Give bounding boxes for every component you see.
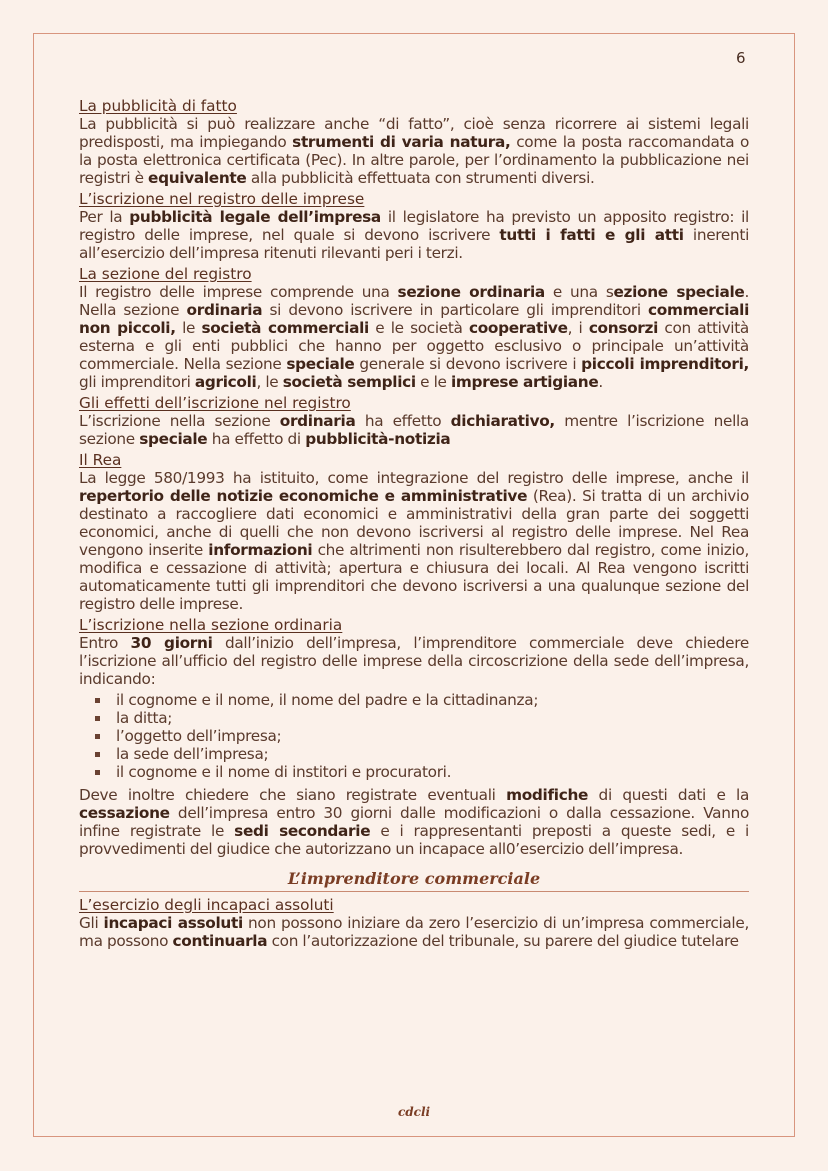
section-paragraph: L’iscrizione nella sezione ordinaria ha effetto dichiarativo, mentre l’iscrizione nella sezione speciale ha effetto di pubblicità-notizia	[79, 412, 749, 448]
chapter-title: L’imprenditore commerciale	[287, 869, 541, 888]
emphasis-text: ezione speciale	[613, 283, 745, 301]
emphasis-text: speciale	[286, 355, 355, 373]
list-item: il cognome e il nome, il nome del padre e la cittadinanza;	[95, 691, 749, 709]
section-block	[79, 190, 749, 262]
section-paragraph: Entro 30 giorni dall’inizio dell’impresa, l’imprenditore commerciale deve chiedere l’iscrizione all’ufficio del registro delle imprese della circoscrizione della sede dell’impresa, indicando:	[79, 634, 749, 688]
emphasis-text: società semplici	[282, 373, 416, 391]
section-heading: L’esercizio degli incapaci assoluti	[79, 896, 334, 914]
sections-group	[79, 97, 749, 613]
emphasis-text: tutti i fatti e gli atti	[499, 226, 684, 244]
emphasis-text: 30 giorni	[130, 634, 213, 652]
emphasis-text: repertorio delle notizie economiche e amministrative	[79, 487, 528, 505]
page-number: 6	[736, 49, 746, 67]
list-item: il cognome e il nome di institori e procuratori.	[95, 763, 749, 781]
emphasis-text: strumenti di varia natura,	[292, 133, 511, 151]
section-iscrizione-ordinaria	[79, 616, 749, 858]
list-item: l’oggetto dell’impresa;	[95, 727, 749, 745]
section-incapaci-assoluti	[79, 896, 749, 950]
emphasis-text: pubblicità-notizia	[305, 430, 451, 448]
section-paragraph: La legge 580/1993 ha istituito, come integrazione del registro delle imprese, anche il repertorio delle notizie economiche e amministrative (Rea). Si tratta di un archivio destinato a raccogliere dati economici e amministrativi della gran parte dei soggetti economici, anche di quelli che non devono iscriversi al registro delle imprese. Nel Rea vengono inserite informazioni che altrimenti non risulterebbero dal registro, come inizio, modifica e cessazione di attività; apertura e chiusura dei locali. Al Rea vengono iscritti automaticamente tutti gli imprenditori che devono iscriversi a una qualunque sezione del registro delle imprese.	[79, 469, 749, 613]
emphasis-text: continuarla	[172, 932, 268, 950]
emphasis-text: modifiche	[506, 786, 589, 804]
emphasis-text: piccoli imprenditori,	[581, 355, 749, 373]
list-item: la sede dell’impresa;	[95, 745, 749, 763]
section-paragraph: Il registro delle imprese comprende una sezione ordinaria e una sezione speciale. Nella sezione ordinaria si devono iscrivere in particolare gli imprenditori commerciali non piccoli, le società commerciali e le società cooperative, i consorzi con attività esterna e gli enti pubblici che hanno per oggetto esclusivo o principale un’attività commerciale. Nella sezione speciale generale si devono iscrivere i piccoli imprenditori, gli imprenditori agricoli, le società semplici e le imprese artigiane.	[79, 283, 749, 391]
footer-signature: cdcli	[397, 1105, 431, 1119]
chapter-divider	[79, 891, 749, 892]
emphasis-text: commerciali non piccoli,	[79, 301, 749, 337]
emphasis-text: sedi secondarie	[234, 822, 371, 840]
section-heading: L’iscrizione nel registro delle imprese	[79, 190, 365, 208]
section-block	[79, 451, 749, 613]
section-heading: Gli effetti dell’iscrizione nel registro	[79, 394, 351, 412]
emphasis-text: ordinaria	[186, 301, 263, 319]
emphasis-text: consorzi	[588, 319, 659, 337]
page-content	[79, 97, 749, 953]
section-heading: Il Rea	[79, 451, 122, 469]
emphasis-text: informazioni	[208, 541, 313, 559]
emphasis-text: speciale	[139, 430, 208, 448]
section-heading: L’iscrizione nella sezione ordinaria	[79, 616, 343, 634]
section-paragraph: Gli incapaci assoluti non possono iniziare da zero l’esercizio di un’impresa commerciale, ma possono continuarla con l’autorizzazione del tribunale, su parere del giudice tutelare	[79, 914, 749, 950]
section-block	[79, 394, 749, 448]
emphasis-text: dichiarativo,	[450, 412, 555, 430]
emphasis-text: ordinaria	[279, 412, 356, 430]
section-block	[79, 265, 749, 391]
emphasis-text: equivalente	[148, 169, 247, 187]
emphasis-text: sezione ordinaria	[397, 283, 545, 301]
emphasis-text: incapaci assoluti	[103, 914, 243, 932]
section-paragraph: Deve inoltre chiedere che siano registrate eventuali modifiche di questi dati e la cessazione dell’impresa entro 30 giorni dalle modificazioni o dalla cessazione. Vanno infine registrate le sedi secondarie e i rappresentanti preposti a queste sedi, e i provvedimenti del giudice che autorizzano un incapace all0’esercizio dell’impresa.	[79, 786, 749, 858]
section-paragraph: Per la pubblicità legale dell’impresa il legislatore ha previsto un apposito registro: il registro delle imprese, nel quale si devono iscrivere tutti i fatti e gli atti inerenti all’esercizio dell’impresa ritenuti rilevanti peri i terzi.	[79, 208, 750, 262]
section-heading: La pubblicità di fatto	[79, 97, 237, 115]
emphasis-text: cooperative	[468, 319, 568, 337]
emphasis-text: imprese artigiane	[450, 373, 599, 391]
section-block	[79, 97, 749, 187]
emphasis-text: agricoli	[194, 373, 257, 391]
requirements-list	[79, 691, 749, 781]
emphasis-text: società commerciali	[201, 319, 369, 337]
list-item: la ditta;	[95, 709, 749, 727]
emphasis-text: cessazione	[79, 804, 170, 822]
section-paragraph: La pubblicità si può realizzare anche “di fatto”, cioè senza ricorrere ai sistemi legali predisposti, ma impiegando strumenti di varia natura, come la posta raccomandata o la posta elettronica certificata (Pec). In altre parole, per l’ordinamento la pubblicazione nei registri è equivalente alla pubblicità effettuata con strumenti diversi.	[79, 115, 749, 187]
emphasis-text: pubblicità legale dell’impresa	[129, 208, 381, 226]
section-heading: La sezione del registro	[79, 265, 252, 283]
